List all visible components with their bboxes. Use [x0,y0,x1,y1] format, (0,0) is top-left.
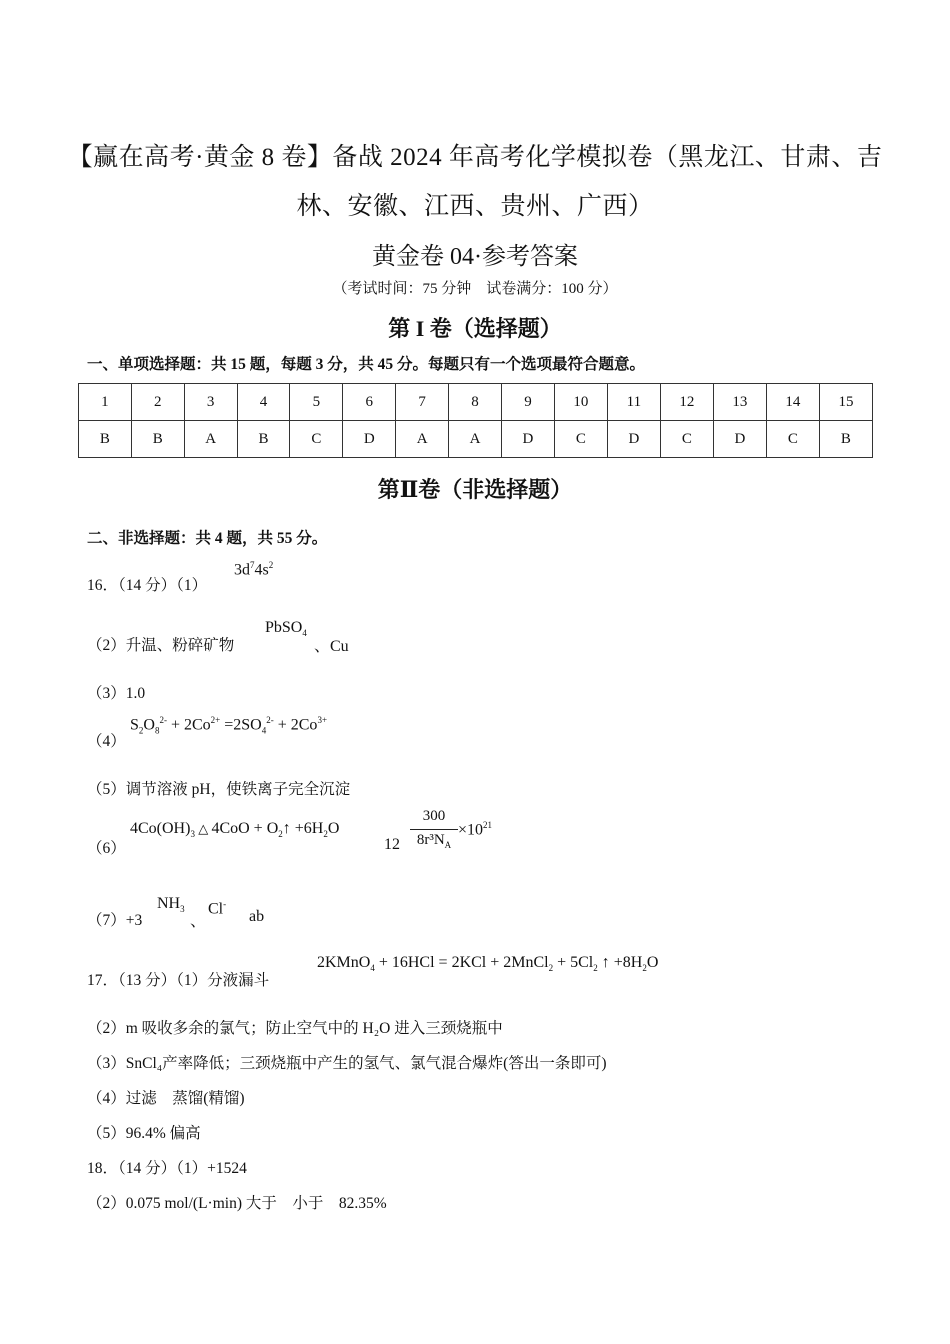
answer-table-number-row [79,384,873,421]
formula-part: O [327,820,340,837]
answer-table-answer-row [79,421,873,458]
formula-part: ×10 [458,821,484,839]
q16-decomp-equation [130,820,339,839]
q17-line4: （4）过滤 蒸馏(精馏) [87,1090,245,1107]
q17-equation [317,954,658,973]
formula-part: =2SO [220,716,262,734]
q16-line4: （4） [87,733,126,750]
formula-sup: 2- [159,715,167,725]
q-answer: C [554,421,607,458]
formula-sub: 4 [261,725,267,736]
q16-coordination-number: 12 [384,836,400,853]
q-answer: A [449,421,502,458]
formula-part: + 16HCl = 2KCl + 2MnCl [374,954,549,971]
q16-density-multiplier [458,820,492,839]
exam-info: （考试时间：75 分钟 试卷满分：100 分） [332,281,618,297]
formula-sub: 3 [190,829,195,840]
q16-head: 16．（14 分）（1） [87,577,208,594]
formula-part: + 2Co [166,716,211,734]
fraction-numerator: 300 [422,808,446,824]
formula-sup: 2- [266,715,274,725]
part1-title: 第 I 卷（选择题） [388,316,562,341]
q16-ligand-separator: 、 [190,913,207,930]
part2-title: 第Ⅱ卷（非选择题） [377,477,573,502]
formula-sub: 4 [370,963,375,974]
formula-sub: 2 [642,963,647,974]
formula-part: 4Co(OH) [130,820,191,837]
q-answer: B [819,421,872,458]
q-number: 7 [396,384,449,421]
q-answer: C [766,421,819,458]
formula-sub: 2 [548,963,554,974]
q16-ligand-cl [208,899,226,918]
q-answer: B [131,421,184,458]
heat-condition: △ [194,821,212,836]
subtitle: 黄金卷 04·参考答案 [372,244,578,270]
formula-sub: 8 [154,725,160,736]
q-answer: C [290,421,343,458]
title-line-1: 【赢在高考·黄金 8 卷】备战 2024 年高考化学模拟卷（黑龙江、甘肃、吉 [67,144,883,171]
q-number: 10 [554,384,607,421]
formula-part: 8r³N [416,832,445,848]
part1-instruction: 一、单项选择题：共 15 题，每题 3 分，共 45 分。每题只有一个选项最符合题意。 [87,356,646,373]
q16-line3: （3）1.0 [87,685,146,702]
answer-table [78,383,873,458]
q-number: 4 [237,384,290,421]
formula-part: ↑ +6H [282,820,324,837]
q-answer: D [343,421,396,458]
formula-sub: 2 [593,963,598,974]
formula-sub: A [444,840,452,850]
formula-sup: 21 [483,820,493,830]
q16-redox-equation [130,715,327,736]
formula-part: NH [157,895,181,912]
formula-part: + 5Cl [553,954,594,971]
formula-part: + 2Co [273,716,318,734]
formula-sup: 3+ [317,715,328,725]
part2-instruction: 二、非选择题：共 4 题，共 55 分。 [87,530,328,547]
title-line-2: 林、安徽、江西、贵州、广西） [296,193,654,220]
formula-sup: 2 [268,560,274,570]
q18-head: 18．（14 分）（1）+1524 [87,1160,247,1177]
formula-part: S [130,716,139,734]
q16-answer-ab: ab [249,908,265,925]
q16-line2: （2）升温、粉碎矿物 [87,637,235,654]
q17-line2: （2）m 吸收多余的氯气；防止空气中的 H₂O 进入三颈烧瓶中 [87,1020,503,1037]
q16-line2-tail: 、Cu [314,638,349,655]
formula-part: 2KMnO [317,954,371,971]
q-number: 5 [290,384,343,421]
q16-line6: （6） [87,840,126,857]
q17-line3: （3）SnCl₄产率降低；三颈烧瓶中产生的氢气、氯气混合爆炸(答出一条即可) [87,1055,607,1072]
q-number: 6 [343,384,396,421]
q16-pbso4 [265,619,307,638]
q-answer: D [713,421,766,458]
formula-part: 3d [234,561,250,579]
q-number: 1 [79,384,132,421]
q16-config-formula [234,560,273,579]
q-answer: C [660,421,713,458]
q-answer: D [502,421,555,458]
formula-sub: 4 [302,628,307,639]
formula-sup: 7 [250,560,255,570]
q17-head: 17．（13 分）（1）分液漏斗 [87,972,270,989]
formula-sub: 2 [278,829,283,840]
formula-sub: 2 [138,725,144,736]
q-answer: A [184,421,237,458]
q-number: 14 [766,384,819,421]
q-answer: B [79,421,132,458]
formula-part: Cl [208,900,224,918]
q17-line5: （5）96.4% 偏高 [87,1125,201,1142]
formula-part: O [143,716,155,734]
formula-sup: 2+ [210,715,221,725]
formula-part: ↑ +8H [597,954,643,971]
q-number: 3 [184,384,237,421]
formula-part: O [646,954,659,971]
formula-part: 4s [254,561,269,579]
q-number: 12 [660,384,713,421]
q-answer: B [237,421,290,458]
q-number: 9 [502,384,555,421]
fraction-denominator [408,832,460,850]
q16-line5: （5）调节溶液 pH，使铁离子完全沉淀 [87,781,351,798]
q-number: 15 [819,384,872,421]
formula-part: 4CoO + O [211,820,279,837]
q-number: 13 [713,384,766,421]
formula-sub: 3 [180,904,185,915]
formula-sub: 2 [323,829,328,840]
q16-line7: （7）+3 [87,912,143,929]
q-number: 8 [449,384,502,421]
q-number: 11 [607,384,660,421]
formula-sup: - [223,899,227,909]
formula-part: PbSO [265,619,303,636]
fraction-bar [410,829,458,830]
q-answer: A [396,421,449,458]
q18-line2: （2）0.075 mol/(L·min) 大于 小于 82.35% [87,1195,387,1212]
q-answer: D [607,421,660,458]
q16-ligand-nh3 [157,895,185,914]
q-number: 2 [131,384,184,421]
